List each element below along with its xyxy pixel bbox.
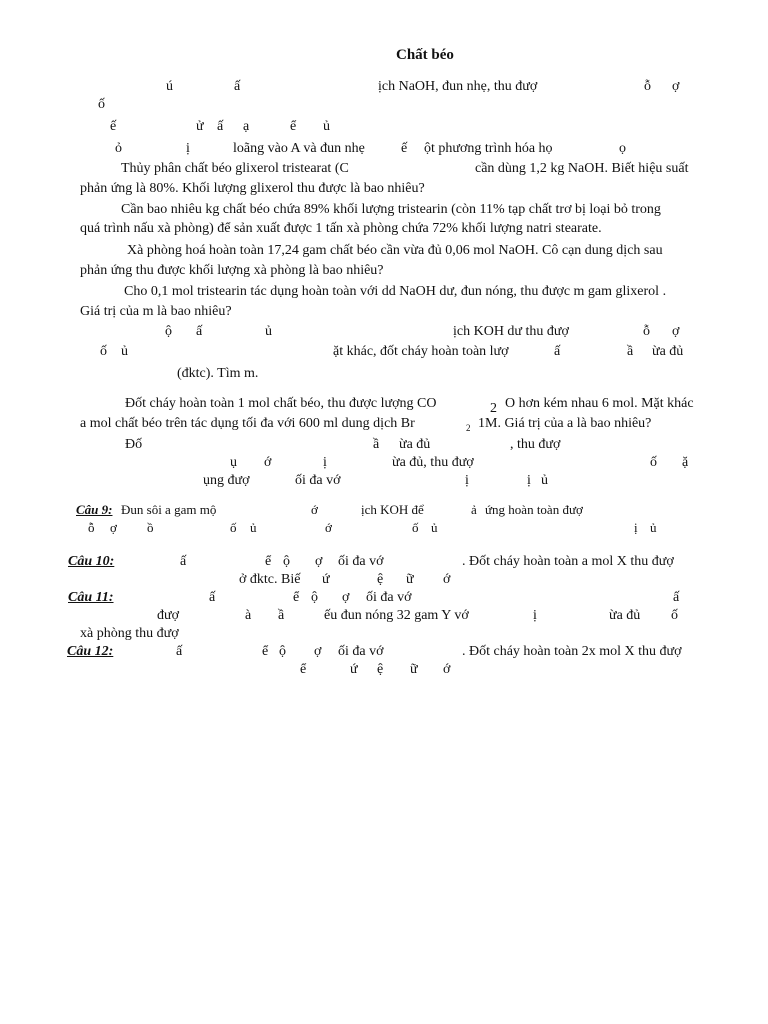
- text-fragment: ị: [465, 473, 469, 488]
- question-label: Câu 11:: [68, 590, 114, 605]
- text-fragment: ố: [412, 520, 419, 535]
- text-fragment: ồ: [147, 520, 154, 535]
- text-fragment: ủ: [323, 119, 330, 134]
- text-fragment: ấ: [673, 590, 680, 605]
- text-fragment: ịch KOH dư thu đượ: [453, 324, 569, 339]
- question-text: O hơn kém nhau 6 mol. Mặt khác: [505, 396, 694, 411]
- text-fragment: ầ: [627, 344, 634, 359]
- text-fragment: ớ: [443, 572, 451, 587]
- text-fragment: ố: [98, 97, 105, 112]
- text-fragment: ối đa vớ: [338, 644, 384, 659]
- text-fragment: ủ: [541, 473, 548, 488]
- text-fragment: Đố: [125, 437, 143, 452]
- text-fragment: ể: [265, 554, 272, 569]
- text-fragment: ấ: [217, 119, 224, 134]
- text-fragment: ủ: [650, 520, 657, 535]
- text-fragment: ử: [196, 119, 204, 134]
- text-fragment: ụ: [230, 455, 237, 470]
- text-fragment: ợ: [315, 554, 323, 569]
- text-fragment: loãng vào A và đun nhẹ: [233, 141, 365, 156]
- text-fragment: ữ: [410, 662, 418, 677]
- text-fragment: đượ: [157, 608, 179, 623]
- text-fragment: ặ: [682, 455, 689, 470]
- question-label: Câu 12:: [67, 644, 114, 659]
- text-fragment: ả: [471, 502, 477, 517]
- text-fragment: ỗ: [88, 520, 95, 535]
- text-fragment: . Đốt cháy hoàn toàn a mol X thu đượ: [462, 554, 674, 569]
- text-fragment: ủ: [250, 520, 257, 535]
- text-fragment: ụng đượ: [203, 473, 250, 488]
- text-fragment: ể: [300, 662, 307, 677]
- text-fragment: ọ: [619, 141, 626, 156]
- text-fragment: ấ: [180, 554, 187, 569]
- text-fragment: ừa đủ, thu đượ: [392, 455, 474, 470]
- text-fragment: ỏ: [115, 141, 122, 156]
- question-text: Đốt cháy hoàn toàn 1 mol chất béo, thu được lượng CO: [125, 396, 437, 411]
- text-fragment: à: [245, 608, 252, 623]
- text-fragment: , thu đượ: [510, 437, 561, 452]
- text-fragment: ấ: [554, 344, 561, 359]
- text-fragment: ầ: [278, 608, 285, 623]
- question-text: phản ứng là 80%. Khối lượng glixerol thu được là bao nhiêu?: [80, 181, 425, 196]
- question-text: Giá trị của m là bao nhiêu?: [80, 304, 232, 319]
- text-fragment: ú: [166, 79, 173, 94]
- text-fragment: ặt khác, đốt cháy hoàn toàn lượ: [333, 344, 509, 359]
- text-fragment: ệ: [377, 572, 384, 587]
- text-fragment: ỗ: [643, 324, 650, 339]
- text-fragment: ịch NaOH, đun nhẹ, thu đượ: [378, 79, 538, 94]
- text-fragment: ịch KOH để: [361, 502, 424, 517]
- text-fragment: ệ: [377, 662, 384, 677]
- text-fragment: ấ: [196, 324, 203, 339]
- text-fragment: ị: [527, 473, 531, 488]
- text-fragment: ớ: [311, 502, 318, 517]
- text-fragment: ấ: [234, 79, 241, 94]
- text-fragment: ợ: [342, 590, 350, 605]
- text-fragment: ủ: [265, 324, 272, 339]
- text-fragment: Đun sôi a gam mộ: [121, 502, 217, 517]
- text-fragment: ố: [650, 455, 657, 470]
- question-text: phản ứng thu được khối lượng xà phòng là bao nhiêu?: [80, 263, 384, 278]
- text-fragment: ộ: [165, 324, 172, 339]
- page-title: Chất béo: [396, 47, 454, 63]
- text-fragment: ớ: [443, 662, 451, 677]
- text-fragment: ố: [100, 344, 107, 359]
- question-text: Cho 0,1 mol tristearin tác dụng hoàn toàn với dd NaOH dư, đun nóng, thu được m gam glixerol .: [124, 284, 667, 299]
- text-fragment: ở đktc. Biế: [239, 572, 301, 587]
- text-fragment: . Đốt cháy hoàn toàn 2x mol X thu đượ: [462, 644, 682, 659]
- text-fragment: ế: [401, 141, 408, 156]
- text-fragment: ộ: [283, 554, 290, 569]
- question-text: Cần bao nhiêu kg chất béo chứa 89% khối lượng tristearin (còn 11% tạp chất trơ bị loại bỏ trong: [121, 202, 661, 217]
- subscript: 2: [490, 401, 497, 416]
- text-fragment: ấ: [176, 644, 183, 659]
- text-fragment: ột phương trình hóa họ: [424, 141, 553, 156]
- question-text: quá trình nấu xà phòng) để sản xuất được 1 tấn xà phòng chứa 72% khối lượng natri stearate.: [80, 221, 602, 236]
- text-fragment: ợ: [110, 520, 117, 535]
- text-fragment: ị: [186, 141, 190, 156]
- text-fragment: ừa đủ: [399, 437, 431, 452]
- text-fragment: ầ: [373, 437, 380, 452]
- text-fragment: ế: [110, 119, 117, 134]
- question-text: cần dùng 1,2 kg NaOH. Biết hiệu suất: [475, 161, 689, 176]
- text-fragment: ấ: [209, 590, 216, 605]
- question-text: xà phòng thu đượ: [80, 626, 179, 641]
- text-fragment: ố: [230, 520, 237, 535]
- text-fragment: ỗ: [644, 79, 651, 94]
- text-fragment: ủ: [431, 520, 438, 535]
- text-fragment: ếu đun nóng 32 gam Y vớ: [324, 608, 469, 623]
- text-fragment: ể: [293, 590, 300, 605]
- text-fragment: ộ: [311, 590, 318, 605]
- subscript: 2: [466, 423, 471, 433]
- text-fragment: ớ: [264, 455, 272, 470]
- text-fragment: ối đa vớ: [295, 473, 341, 488]
- question-text: (đktc). Tìm m.: [177, 366, 259, 381]
- text-fragment: ứ: [322, 572, 330, 587]
- text-fragment: ừa đủ: [609, 608, 641, 623]
- text-fragment: ị: [533, 608, 537, 623]
- text-fragment: ạ: [243, 119, 250, 134]
- text-fragment: ớ: [325, 520, 332, 535]
- text-fragment: ợ: [672, 324, 680, 339]
- text-fragment: ể: [290, 119, 297, 134]
- text-fragment: ối đa vớ: [366, 590, 412, 605]
- text-fragment: ứ: [350, 662, 358, 677]
- text-fragment: ủ: [121, 344, 128, 359]
- text-fragment: ị: [634, 520, 638, 535]
- text-fragment: ữ: [406, 572, 414, 587]
- text-fragment: ị: [323, 455, 327, 470]
- text-fragment: ố: [671, 608, 678, 623]
- question-label: Câu 9:: [76, 502, 113, 517]
- text-fragment: ối đa vớ: [338, 554, 384, 569]
- text-fragment: ợ: [672, 79, 680, 94]
- text-fragment: ợ: [314, 644, 322, 659]
- question-label: Câu 10:: [68, 554, 115, 569]
- text-fragment: ộ: [279, 644, 286, 659]
- question-text: 1M. Giá trị của a là bao nhiêu?: [478, 416, 652, 431]
- question-text: a mol chất béo trên tác dụng tối đa với 600 ml dung dịch Br: [80, 416, 415, 431]
- question-text: Thủy phân chất béo glixerol tristearat (C: [121, 161, 349, 176]
- text-fragment: ừa đủ: [652, 344, 684, 359]
- text-fragment: ứng hoàn toàn đượ: [485, 502, 583, 517]
- question-text: Xà phòng hoá hoàn toàn 17,24 gam chất béo cần vừa đủ 0,06 mol NaOH. Cô cạn dung dịch sau: [127, 243, 663, 258]
- text-fragment: ể: [262, 644, 269, 659]
